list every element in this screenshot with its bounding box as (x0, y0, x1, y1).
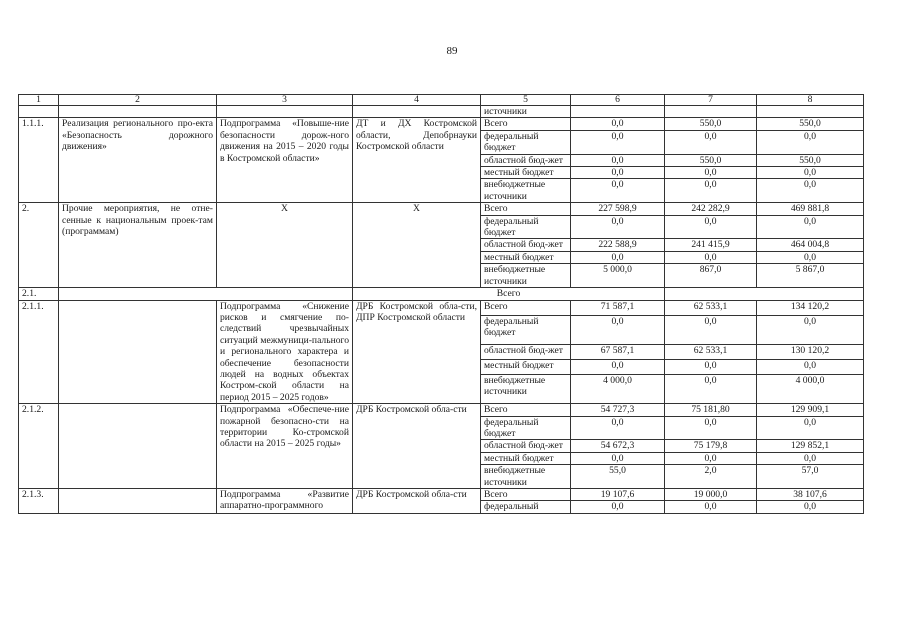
table-row (19, 489, 864, 501)
value-col-8: 130 120,2 (757, 344, 864, 359)
funding-source: федеральный бюджет (481, 215, 571, 239)
value-col-7: 0,0 (665, 501, 757, 513)
empty-cell (665, 288, 864, 300)
value-col-6: 227 598,9 (571, 203, 665, 215)
value-col-8: 0,0 (757, 251, 864, 263)
funding-source: федеральный бюджет (481, 130, 571, 154)
funding-source: Всего (481, 300, 571, 315)
value-col-7: 2,0 (665, 465, 757, 489)
value-col-7: 19 000,0 (665, 489, 757, 501)
row-number: 2.1. (19, 288, 59, 300)
program-name: Х (217, 203, 353, 288)
funding-source: областной бюд-жет (481, 154, 571, 166)
value-col-8: 464 004,8 (757, 239, 864, 251)
header-cell: 2 (59, 95, 217, 106)
program-name: Подпрограмма «Развитие аппаратно-программного (217, 489, 353, 514)
value-col-6: 71 587,1 (571, 300, 665, 315)
value-col-6: 0,0 (571, 167, 665, 179)
value-col-8: 5 867,0 (757, 264, 864, 288)
row-number: 2.1.1. (19, 300, 59, 404)
value-col-6: 0,0 (571, 118, 665, 130)
value-col-6: 0,0 (571, 452, 665, 464)
header-cell: 7 (665, 95, 757, 106)
header-cell: 3 (217, 95, 353, 106)
executor-name: ДРБ Костромской обла-сти (353, 404, 481, 489)
row-number: 2. (19, 203, 59, 288)
value-col-8: 134 120,2 (757, 300, 864, 315)
value-col-8: 550,0 (757, 154, 864, 166)
value-col-6: 67 587,1 (571, 344, 665, 359)
value-col-6: 0,0 (571, 251, 665, 263)
header-row (19, 95, 864, 106)
value-col-8: 469 881,8 (757, 203, 864, 215)
funding-source: Всего (481, 404, 571, 416)
measure-name (59, 300, 217, 404)
value-col-7: 62 533,1 (665, 300, 757, 315)
row-number: 2.1.2. (19, 404, 59, 489)
value-col-8: 38 107,6 (757, 489, 864, 501)
value-col-8: 0,0 (757, 359, 864, 374)
value-col-6: 4 000,0 (571, 375, 665, 404)
value-col-6: 0,0 (571, 215, 665, 239)
value-col-6: 0,0 (571, 154, 665, 166)
row-number: 2.1.3. (19, 489, 59, 514)
value-col-7: 0,0 (665, 359, 757, 374)
value-col-6: 222 588,9 (571, 239, 665, 251)
value-col-8: 0,0 (757, 452, 864, 464)
funding-source: внебюджетные источники (481, 179, 571, 203)
measure-name (59, 404, 217, 489)
funding-source: областной бюд-жет (481, 440, 571, 452)
value-col-7: 550,0 (665, 118, 757, 130)
funding-source: федеральный (481, 501, 571, 513)
table-row (19, 404, 864, 416)
value-col-7: 241 415,9 (665, 239, 757, 251)
funding-source: Всего (481, 203, 571, 215)
value-col-8: 0,0 (757, 130, 864, 154)
funding-source: внебюджетные источники (481, 264, 571, 288)
value-col-6: 19 107,6 (571, 489, 665, 501)
funding-source: областной бюд-жет (481, 239, 571, 251)
value-col-7: 0,0 (665, 215, 757, 239)
funding-source: Всего (481, 489, 571, 501)
value-col-8: 0,0 (757, 315, 864, 344)
value-col-6: 0,0 (571, 179, 665, 203)
value-col-7: 242 282,9 (665, 203, 757, 215)
value-col-7: 0,0 (665, 416, 757, 440)
continued-row (19, 106, 864, 118)
table-row (19, 118, 864, 130)
funding-source: местный бюджет (481, 359, 571, 374)
header-cell: 6 (571, 95, 665, 106)
value-col-7: 0,0 (665, 375, 757, 404)
value-col-8: 0,0 (757, 416, 864, 440)
value-col-8: 0,0 (757, 215, 864, 239)
funding-source: внебюджетные источники (481, 465, 571, 489)
executor-name: ДРБ Костромской обла-сти (353, 489, 481, 514)
funding-source: федеральный бюджет (481, 416, 571, 440)
executor-name: Х (353, 203, 481, 288)
table-row (19, 300, 864, 315)
value-col-7: 0,0 (665, 167, 757, 179)
page-number: 89 (446, 45, 458, 57)
measure-name: Реализация регионального про-екта «Безопасность дорожного движения» (59, 118, 217, 203)
value-col-8: 4 000,0 (757, 375, 864, 404)
funding-source: федеральный бюджет (481, 315, 571, 344)
value-col-8: 129 909,1 (757, 404, 864, 416)
program-name: Подпрограмма «Снижение рисков и смягчение по-следствий чрезвычайных ситуаций межмуници-пального и регионального характера и обеспечение безопасности людей на водных объектах Костром-ской области на период 2015 – 2025 годов» (217, 300, 353, 404)
source-cell: источники (481, 106, 571, 118)
value-col-6: 54 672,3 (571, 440, 665, 452)
section-total-label: Всего (353, 288, 665, 300)
table-row (19, 203, 864, 215)
measure-name: Прочие мероприятия, не отне-сенные к национальным проек-там (программам) (59, 203, 217, 288)
measure-name (59, 489, 217, 514)
value-col-6: 0,0 (571, 501, 665, 513)
value-col-7: 550,0 (665, 154, 757, 166)
value-col-7: 867,0 (665, 264, 757, 288)
funding-source: местный бюджет (481, 167, 571, 179)
value-col-7: 62 533,1 (665, 344, 757, 359)
value-col-7: 0,0 (665, 251, 757, 263)
row-number: 1.1.1. (19, 118, 59, 203)
value-col-8: 0,0 (757, 501, 864, 513)
funding-source: внебюджетные источники (481, 375, 571, 404)
value-col-7: 0,0 (665, 130, 757, 154)
value-col-6: 54 727,3 (571, 404, 665, 416)
value-col-6: 0,0 (571, 130, 665, 154)
section-row (19, 288, 864, 300)
header-cell: 4 (353, 95, 481, 106)
value-col-8: 0,0 (757, 179, 864, 203)
value-col-6: 55,0 (571, 465, 665, 489)
value-col-6: 0,0 (571, 416, 665, 440)
value-col-6: 5 000,0 (571, 264, 665, 288)
value-col-6: 0,0 (571, 315, 665, 344)
empty-cell (59, 288, 353, 300)
value-col-7: 0,0 (665, 452, 757, 464)
value-col-7: 0,0 (665, 179, 757, 203)
funding-source: Всего (481, 118, 571, 130)
value-col-7: 0,0 (665, 315, 757, 344)
funding-source: областной бюд-жет (481, 344, 571, 359)
header-cell: 8 (757, 95, 864, 106)
value-col-8: 57,0 (757, 465, 864, 489)
value-col-8: 0,0 (757, 167, 864, 179)
value-col-8: 550,0 (757, 118, 864, 130)
program-name: Подпрограмма «Повыше-ние безопасности дорож-ного движения на 2015 – 2020 годы в Костромской области» (217, 118, 353, 203)
value-col-7: 75 181,80 (665, 404, 757, 416)
funding-source: местный бюджет (481, 251, 571, 263)
value-col-7: 75 179,8 (665, 440, 757, 452)
budget-table (18, 94, 864, 514)
funding-source: местный бюджет (481, 452, 571, 464)
value-col-8: 129 852,1 (757, 440, 864, 452)
header-cell: 1 (19, 95, 59, 106)
program-name: Подпрограмма «Обеспече-ние пожарной безопасно-сти на территории Ко-стромской области на 2015 – 2025 годы» (217, 404, 353, 489)
value-col-6: 0,0 (571, 359, 665, 374)
executor-name: ДТ и ДХ Костромской области, Депобрнауки Костромской области (353, 118, 481, 203)
header-cell: 5 (481, 95, 571, 106)
executor-name: ДРБ Костромской обла-сти, ДПР Костромской области (353, 300, 481, 404)
